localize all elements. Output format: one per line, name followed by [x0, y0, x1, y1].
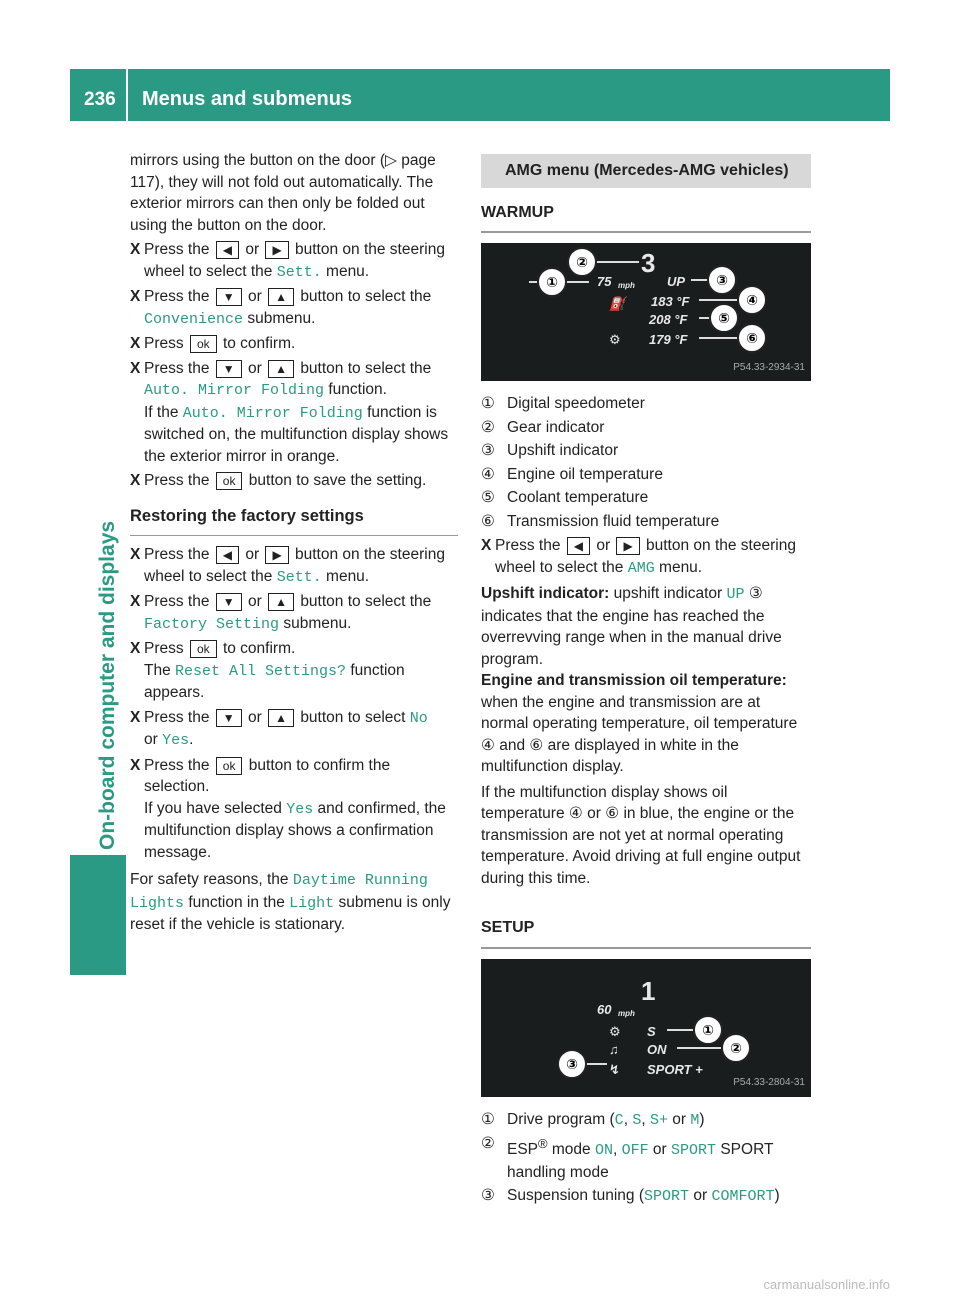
- step-select-convenience: X Press the ▼ or ▲ button to select the Convenience submenu.: [130, 288, 432, 328]
- callout-line: [667, 1029, 693, 1031]
- blue-paragraph: If the multifunction display shows oil temperature ④ or ⑥ in blue, the engine or the transmission are not yet at normal operating temperature. Avoid driving at full engine output during this time.: [481, 783, 801, 887]
- display-suspension: SPORT +: [647, 1061, 703, 1077]
- page-number: 236: [84, 89, 116, 110]
- legend-item: ② Gear indicator: [481, 418, 605, 436]
- step-restore-sett: X Press the ◀ or ▶ button on the steering wheel to select the Sett. menu.: [130, 546, 445, 586]
- legend-drive-program: ① Drive program (C, S, S+ or M): [481, 1110, 705, 1129]
- callout-line: [699, 337, 741, 339]
- step-restore-final: X Press the ok button to confirm the selection. If you have selected Yes and confirmed, the multifunction display shows a confirmation message.: [130, 756, 446, 861]
- callout-2: ②: [567, 247, 597, 277]
- display-upshift: UP: [667, 274, 686, 289]
- amg-menu-heading: AMG menu (Mercedes-AMG vehicles): [481, 154, 811, 188]
- step-restore-select: X Press the ▼ or ▲ button to select No or Yes.: [130, 708, 428, 749]
- warmup-legend: [481, 393, 811, 532]
- step-restore-factory: X Press the ▼ or ▲ button to select the Factory Setting submenu.: [130, 593, 432, 633]
- legend-item: ⑥ Transmission fluid temperature: [481, 512, 720, 530]
- down-key-icon: ▼: [216, 709, 242, 727]
- down-key-icon: ▼: [216, 360, 242, 378]
- legend-item: ④ Engine oil temperature: [481, 465, 663, 483]
- callout-2: ②: [721, 1033, 751, 1063]
- callout-3: ③: [557, 1049, 587, 1079]
- footer-watermark: carmanualsonline.info: [763, 1277, 890, 1292]
- down-key-icon: ▼: [216, 593, 242, 611]
- up-key-icon: ▲: [268, 593, 294, 611]
- page-header: [70, 69, 890, 121]
- display-drive-program: S: [647, 1023, 656, 1039]
- legend-item: ⑤ Coolant temperature: [481, 489, 649, 506]
- display-speed: 60: [597, 1001, 612, 1017]
- display-temp-trans: 179 °F: [649, 332, 688, 347]
- step-confirm: X Press ok to confirm.: [130, 335, 296, 352]
- page-title: Menus and submenus: [142, 88, 353, 110]
- warmup-display-image: [481, 243, 811, 381]
- ok-key-icon: ok: [190, 335, 217, 353]
- step-select-amg: X Press the ◀ or ▶ button on the steering wheel to select the AMG menu.: [481, 537, 796, 577]
- legend-suspension: ③ Suspension tuning (SPORT or COMFORT): [481, 1187, 780, 1206]
- legend-esp-mode: ② ESP® mode ON, OFF or SPORT SPORT handling mode: [481, 1135, 774, 1181]
- right-key-icon: ▶: [616, 537, 639, 555]
- oil-can-icon: ⛽: [609, 296, 626, 311]
- callout-1: ①: [537, 267, 567, 297]
- header-divider: [126, 69, 128, 121]
- transmission-icon: ⚙: [609, 332, 621, 347]
- right-key-icon: ▶: [265, 241, 288, 259]
- esp-icon: ♫: [609, 1041, 619, 1057]
- callout-6: ⑥: [737, 323, 767, 353]
- ok-key-icon: ok: [216, 757, 243, 775]
- oil-paragraph: Engine and transmission oil temperature: when the engine and transmission are at normal operating temperature, oil temperature ④ and ⑥ are displayed in white in the multifunction display.: [481, 672, 798, 775]
- up-key-icon: ▲: [268, 709, 294, 727]
- display-esp-mode: ON: [647, 1041, 667, 1057]
- right-column: [481, 154, 811, 1210]
- safety-note: For safety reasons, the Daytime Running Lights function in the Light submenu is only reset if the vehicle is stationary.: [130, 871, 451, 933]
- step-select-mirror-folding: X Press the ▼ or ▲ button to select the Auto. Mirror Folding function. If the Auto. Mirror Folding function is switched on, the multifunction display shows the exterior mirror in orange.: [130, 359, 449, 465]
- callout-5: ⑤: [709, 303, 739, 333]
- ok-key-icon: ok: [216, 472, 243, 490]
- image-code: P54.33-2804-31: [733, 1077, 805, 1088]
- right-key-icon: ▶: [265, 546, 288, 564]
- callout-line: [699, 299, 741, 301]
- intro-text: mirrors using the button on the door (▷ page 117), they will not fold out automatically. The exterior mirrors can then only be folded out using the button on the door.: [130, 152, 436, 234]
- setup-heading: SETUP: [481, 917, 811, 949]
- drive-program-icon: ⚙: [609, 1023, 621, 1039]
- legend-item: ③ Upshift indicator: [481, 442, 619, 459]
- chapter-tab-block: [70, 855, 126, 975]
- step-select-sett: X Press the ◀ or ▶ button on the steering wheel to select the Sett. menu.: [130, 241, 445, 281]
- display-gear: 1: [641, 975, 656, 1006]
- display-unit: mph: [618, 281, 635, 290]
- side-chapter-label: On-board computer and displays: [96, 520, 119, 850]
- step-save: X Press the ok button to save the setting.: [130, 472, 427, 489]
- display-unit: mph: [618, 1008, 635, 1018]
- callout-1: ①: [693, 1015, 723, 1045]
- callout-line: [677, 1047, 721, 1049]
- down-key-icon: ▼: [216, 288, 242, 306]
- display-speed: 75: [597, 274, 612, 289]
- left-key-icon: ◀: [216, 241, 239, 259]
- left-column: [130, 150, 458, 936]
- image-code: P54.33-2934-31: [733, 361, 805, 373]
- suspension-icon: ↯: [609, 1061, 620, 1077]
- up-key-icon: ▲: [268, 360, 294, 378]
- setup-display-image: [481, 959, 811, 1097]
- display-temp-oil: 183 °F: [651, 294, 690, 309]
- callout-4: ④: [737, 285, 767, 315]
- left-key-icon: ◀: [216, 546, 239, 564]
- up-key-icon: ▲: [268, 288, 294, 306]
- ok-key-icon: ok: [190, 640, 217, 658]
- display-temp-coolant: 208 °F: [649, 312, 688, 327]
- side-chapter-title: [70, 120, 126, 850]
- warmup-heading: WARMUP: [481, 202, 811, 234]
- upshift-paragraph: Upshift indicator: upshift indicator UP ③ indicates that the engine has reached the overrevving range when in the manual drive program.: [481, 585, 782, 668]
- callout-3: ③: [707, 265, 737, 295]
- step-restore-confirm: X Press ok to confirm. The Reset All Settings? function appears.: [130, 640, 405, 701]
- heading-restore: Restoring the factory settings: [130, 506, 458, 537]
- legend-item: ① Digital speedometer: [481, 395, 645, 412]
- left-key-icon: ◀: [567, 537, 590, 555]
- display-gear: 3: [641, 248, 656, 278]
